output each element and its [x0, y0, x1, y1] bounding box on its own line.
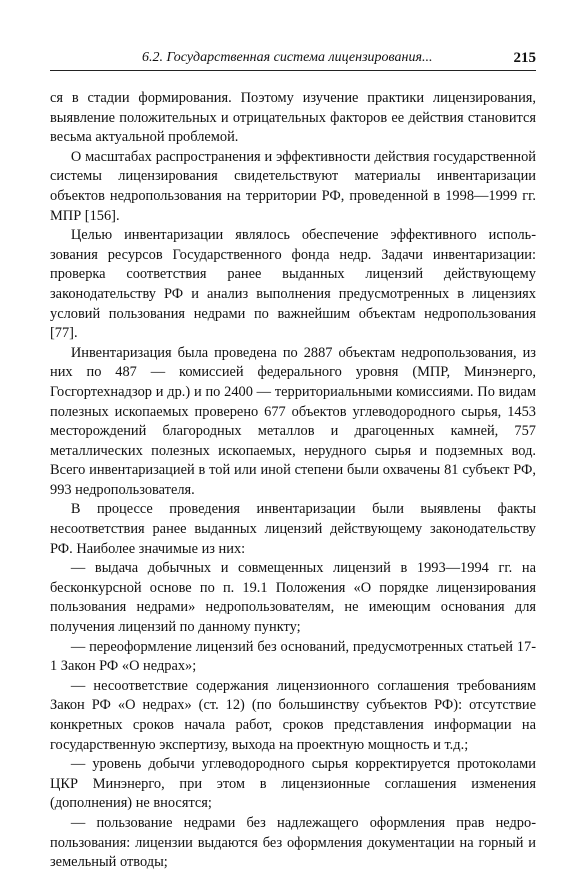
body-text: [50, 89, 536, 873]
paragraph: О масштабах распространения и эффективности действия государственной системы лицензирования свидетельствуют материалы инвентаризации объектов недропользования на территории РФ, проведенной в 1998—1999 гг. МПР [156].: [50, 148, 536, 224]
list-item: — переоформление лицензий без оснований, предусмотренных статьей 17-1 Закон РФ «О недрах»;: [50, 638, 536, 675]
list-item: — выдача добычных и совмещенных лицензий в 1993—1994 гг. на бесконкурсной основе по п. 19.1 Положения «О порядке лицензирования пользования недрами» недропользователям, не имеющим основания для получения лицензий по данному пункту;: [50, 560, 536, 636]
paragraph-continued: ся в стадии формирования. Поэтому изучение практики лицензирования, выявление положительных и отрицательных факторов ее действия становится весьма актуальной проблемой.: [50, 90, 536, 146]
paragraph: Инвентаризация была проведена по 2887 объектам недропользования, из них по 487 — комиссией федерального уровня (МПР, Минэнерго, Госгортехнадзор и др.) и по 2400 — территориальными комиссиями. По видам полезных ископаемых проверено 677 объектов углеводородного сырья, 1453 месторождений благородных металлов и драгоценных камней, 757 металлических полезных ископаемых, нерудного сырья и подземных вод. Всего инвентаризацией в той или иной степени были охвачены 81 субъект РФ, 993 недропользователя.: [50, 344, 536, 498]
running-title: 6.2. Государственная система лицензирования...: [142, 50, 433, 65]
list-item: — несоответствие содержания лицензионного соглашения требованиям Закон РФ «О недрах» (ст. 12) (по большинству субъектов РФ): отсутствие конкретных сроков начала работ, сроков представления информации на государственную экспертизу, выхода на проектную мощность и т.д.;: [50, 677, 536, 753]
list-item: — уровень добычи углеводородного сырья корректируется протоколами ЦКР Минэнерго, при этом в лицензионные соглашения изменения (дополнения) не вносятся;: [50, 756, 536, 812]
list-item: — пользование недрами без надлежащего оформления прав недропользования: лицензии выдаются без оформления документации на горный и земельный отводы;: [50, 814, 536, 871]
header-rule: [50, 70, 536, 71]
running-head: [50, 48, 536, 70]
paragraph: Целью инвентаризации являлось обеспечение эффективного использования ресурсов Государственного фонда недр. Задачи инвентаризaции: проверка соответствия ранее выданных лицензий действующему законодательству РФ и анализ выполнения предусмотренных в лицензиях условий пользования недрами по важнейшим объектам недропользования [77].: [50, 227, 536, 342]
page-number: 215: [513, 50, 536, 66]
paragraph: В процессе проведения инвентаризации были выявлены факты несоответствия ранее выданных лицензий действующему законодательству РФ. Наиболее значимые из них:: [50, 501, 536, 557]
